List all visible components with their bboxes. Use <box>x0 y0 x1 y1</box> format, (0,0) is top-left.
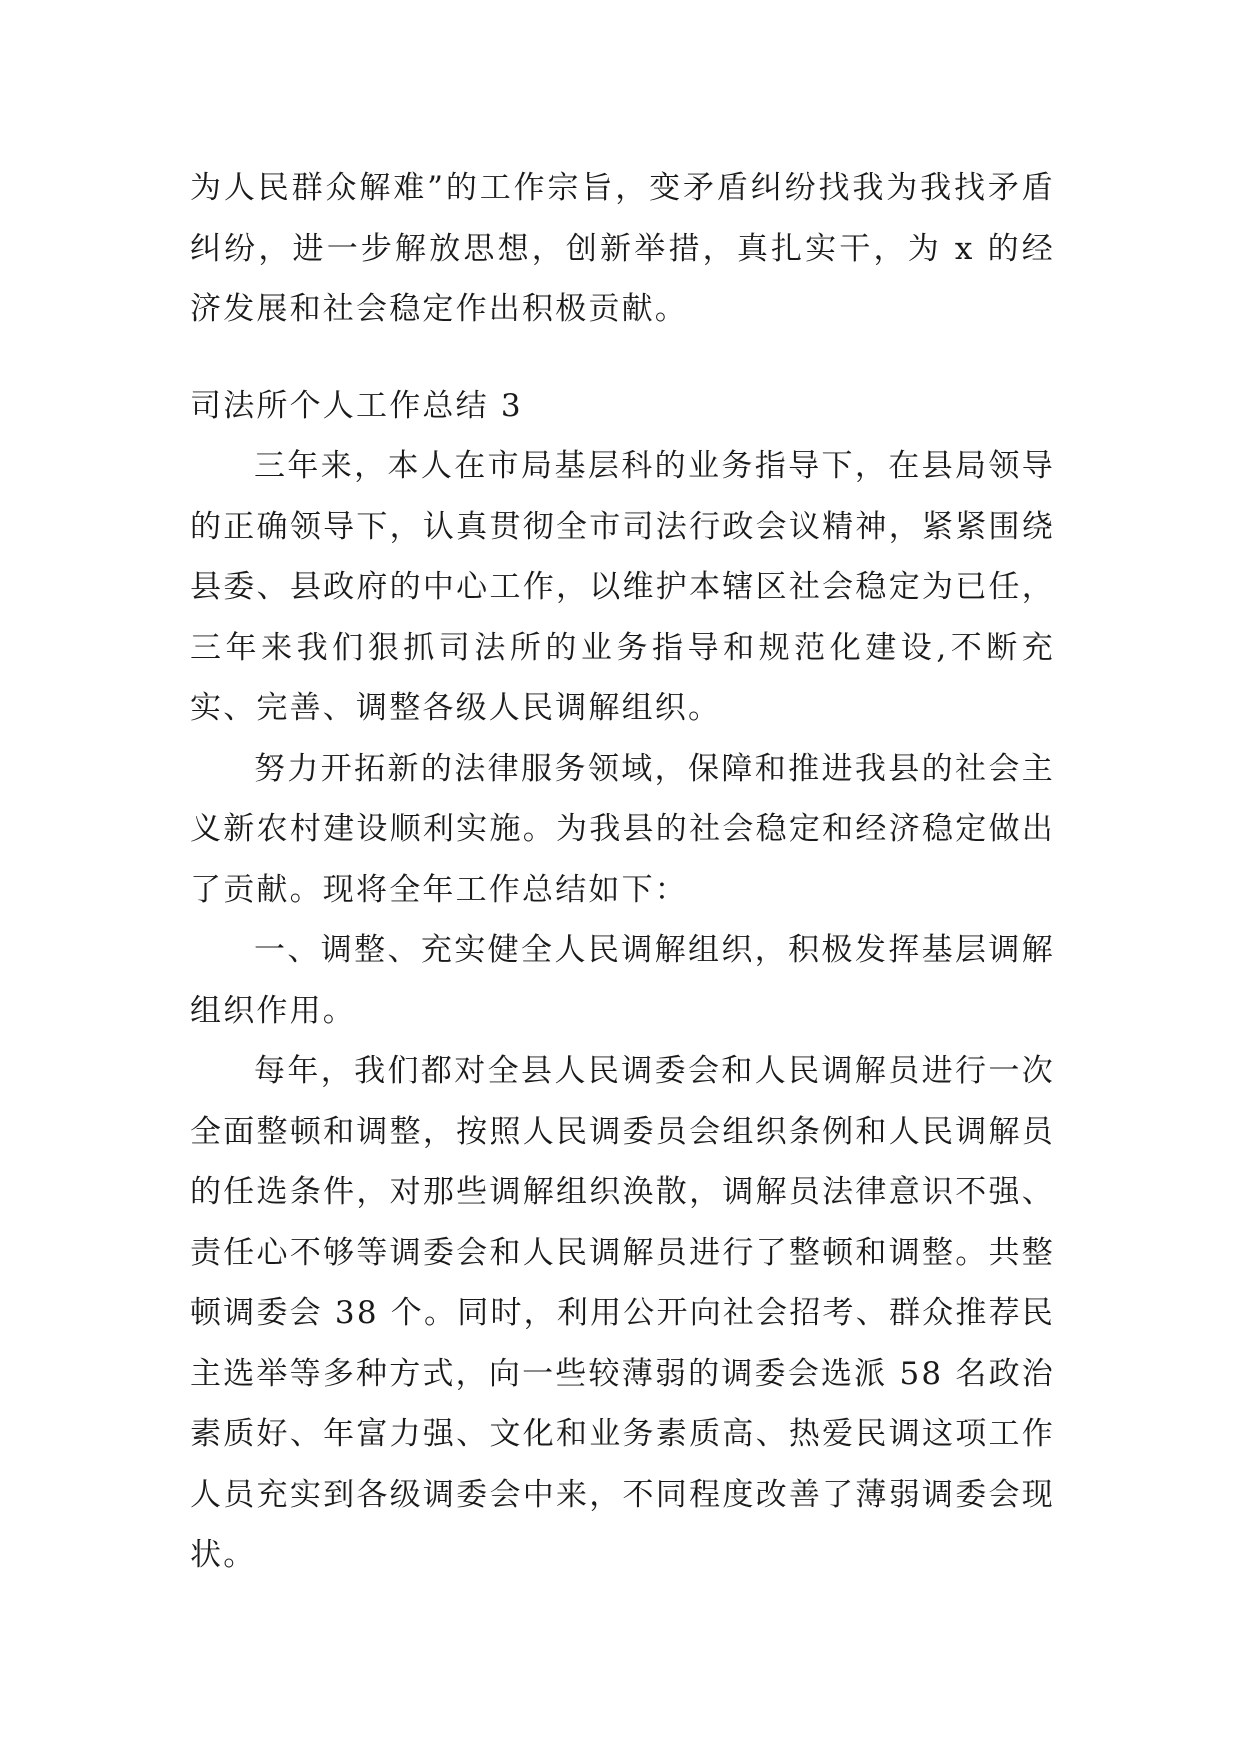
body-paragraph: 努力开拓新的法律服务领域，保障和推进我县的社会主义新农村建设顺利实施。为我县的社会稳定和经济稳定做出了贡献。现将全年工作总结如下： <box>190 750 1055 908</box>
body-paragraph: 每年，我们都对全县人民调委会和人民调解员进行一次全面整顿和调整，按照人民调委员会组织条例和人民调解员的任选条件，对那些调解组织涣散，调解员法律意识不强、责任心不够等调委会和人民调解员进行了整顿和调整。共整顿调委会 38 个。同时，利用公开向社会招考、群众推荐民主选举等多种方式，向一些较薄弱的调委会选派 58 名政治素质好、年富力强、文化和业务素质高、热爱民调这项工作人员充实到各级调委会中来，不同程度改善了薄弱调委会现状。 <box>190 1053 1055 1573</box>
section-title: 司法所个人工作总结 3 <box>190 387 523 424</box>
intro-paragraph: 为人民群众解难”的工作宗旨，变矛盾纠纷找我为我找矛盾纠纷，进一步解放思想，创新举措，真扎实干，为 x 的经济发展和社会稳定作出积极贡献。 <box>190 170 1055 327</box>
document-body <box>190 158 1055 1586</box>
section-spacer <box>190 340 1055 376</box>
body-paragraph: 三年来，本人在市局基层科的业务指导下，在县局领导的正确领导下，认真贯彻全市司法行政会议精神，紧紧围绕县委、县政府的中心工作，以维护本辖区社会稳定为已任，三年来我们狠抓司法所的业务指导和规范化建设,不断充实、完善、调整各级人民调解组织。 <box>190 448 1055 726</box>
body-paragraph: 一、调整、充实健全人民调解组织，积极发挥基层调解组织作用。 <box>190 932 1055 1029</box>
